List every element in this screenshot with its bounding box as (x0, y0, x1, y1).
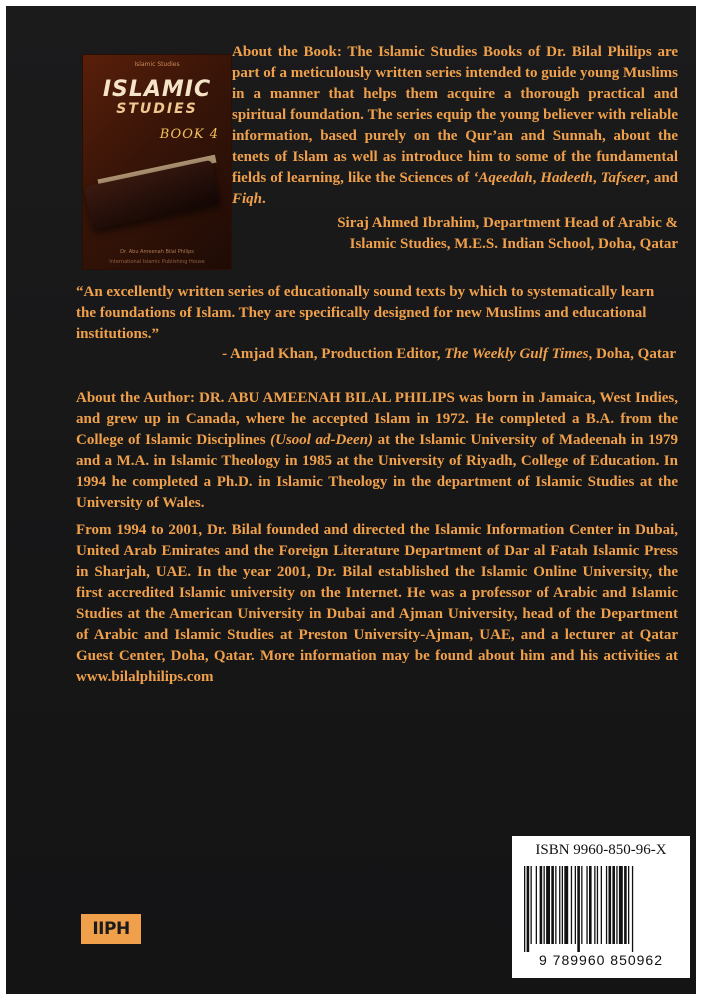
barcode-bar (555, 866, 556, 944)
isbn-digits: 9 789960 850962 (539, 952, 663, 968)
barcode-bar (601, 866, 602, 944)
barcode-bar (544, 866, 545, 944)
barcode-bar (564, 866, 568, 944)
barcode-bar (571, 866, 572, 944)
barcode (522, 866, 680, 952)
barcode-bar (551, 866, 554, 944)
barcode-bar (575, 866, 576, 944)
barcode-bar (546, 866, 550, 944)
barcode-bar (628, 866, 629, 944)
career-paragraph: From 1994 to 2001, Dr. Bilal founded and directed the Islamic Information Center in Dubai, United Arab Emirates and the Foreign Literature Department of Dar al Fatah Islamic Press in Sharjah, UAE. In the year 2001, Dr. Bilal established the Islamic Online University, the first accredited Islamic university on the Internet. He was a professor of Arabic and Islamic Studies at the American University in Dubai and Ajman University, head of the Department of Arabic and Islamic Studies at Preston University-Ajman, UAE, and a lecturer at Qatar Guest Center, Doha, Qatar. More information may be found about him and his activities at www.bilalphilips.com (76, 522, 678, 685)
barcode-bar (589, 866, 592, 944)
publisher-logo (81, 914, 141, 944)
barcode-bar (586, 866, 587, 944)
barcode-bar (594, 866, 595, 944)
barcode-bar (559, 866, 560, 944)
barcode-bar (531, 866, 532, 944)
isbn-label: ISBN 9960-850-96-X (535, 842, 667, 858)
barcode-bar (632, 866, 633, 952)
book-author-small: Dr. Abu Ameenah Bilal Philips (120, 249, 194, 255)
barcode-bar (524, 866, 525, 952)
barcode-bar (527, 866, 530, 952)
about-book-paragraph: About the Book: The Islamic Studies Books of Dr. Bilal Philips are part of a meticulously written series intended to guide young Muslims in a manner that helps them acquire a thorough practical and spiritual foundation. The series equip the young believer with reliable information, based purely on the Qur’an and Sunnah, about the tenets of Islam as well as introduce him to some of the fundamental fields of learning, like the Sciences of ‘Aqeedah, Hadeeth, Tafseer, and Fiqh. (232, 44, 679, 207)
book-series-label: Islamic Studies (134, 61, 180, 68)
barcode-bar (581, 866, 582, 944)
barcode-bar (606, 866, 607, 944)
barcode-bar (619, 866, 623, 944)
book-publisher-small: International Islamic Publishing House (109, 259, 205, 265)
book-title-line1: ISLAMIC (102, 77, 212, 102)
barcode-bar (536, 866, 537, 944)
barcode-bar (609, 866, 612, 944)
barcode-bar (562, 866, 563, 944)
book-title-line2: STUDIES (116, 101, 198, 117)
about-author-paragraph: About the Author: DR. ABU AMEENAH BILAL PHILIPS was born in Jamaica, West Indies, and grew up in Canada, where he accepted Islam in 1972. He completed a B.A. from the College of Islamic Disciplines (Usool ad-Deen) at the Islamic University of Madeenah in 1979 and a M.A. in Islamic Theology in 1985 at the University of Riyadh, College of Education. In 1994 he completed a Ph.D. in Islamic Theology in the department of Islamic Studies at the University of Wales. (76, 390, 678, 511)
about-book-attribution: Siraj Ahmed Ibrahim, Department Head of Arabic & Islamic Studies, M.E.S. Indian School, Doha, Qatar (337, 215, 678, 252)
back-cover (6, 6, 696, 994)
book-number: BOOK 4 (159, 127, 219, 142)
review-attribution: - Amjad Khan, Production Editor, The Weekly Gulf Times, Doha, Qatar (222, 346, 676, 362)
barcode-bar (540, 866, 543, 944)
barcode-bar (612, 866, 615, 944)
barcode-bar (624, 866, 627, 944)
barcode-bar (577, 866, 580, 952)
publisher-logo-text: IIPH (92, 919, 130, 939)
barcode-bar (597, 866, 598, 944)
review-quote: “An excellently written series of educationally sound texts by which to systematically learn the foundations of Islam. They are specifically designed for new Muslims and educational institutions.” (76, 284, 655, 342)
book-cover-thumbnail (82, 54, 232, 270)
barcode-bar (616, 866, 617, 944)
isbn-barcode-box (512, 836, 690, 978)
